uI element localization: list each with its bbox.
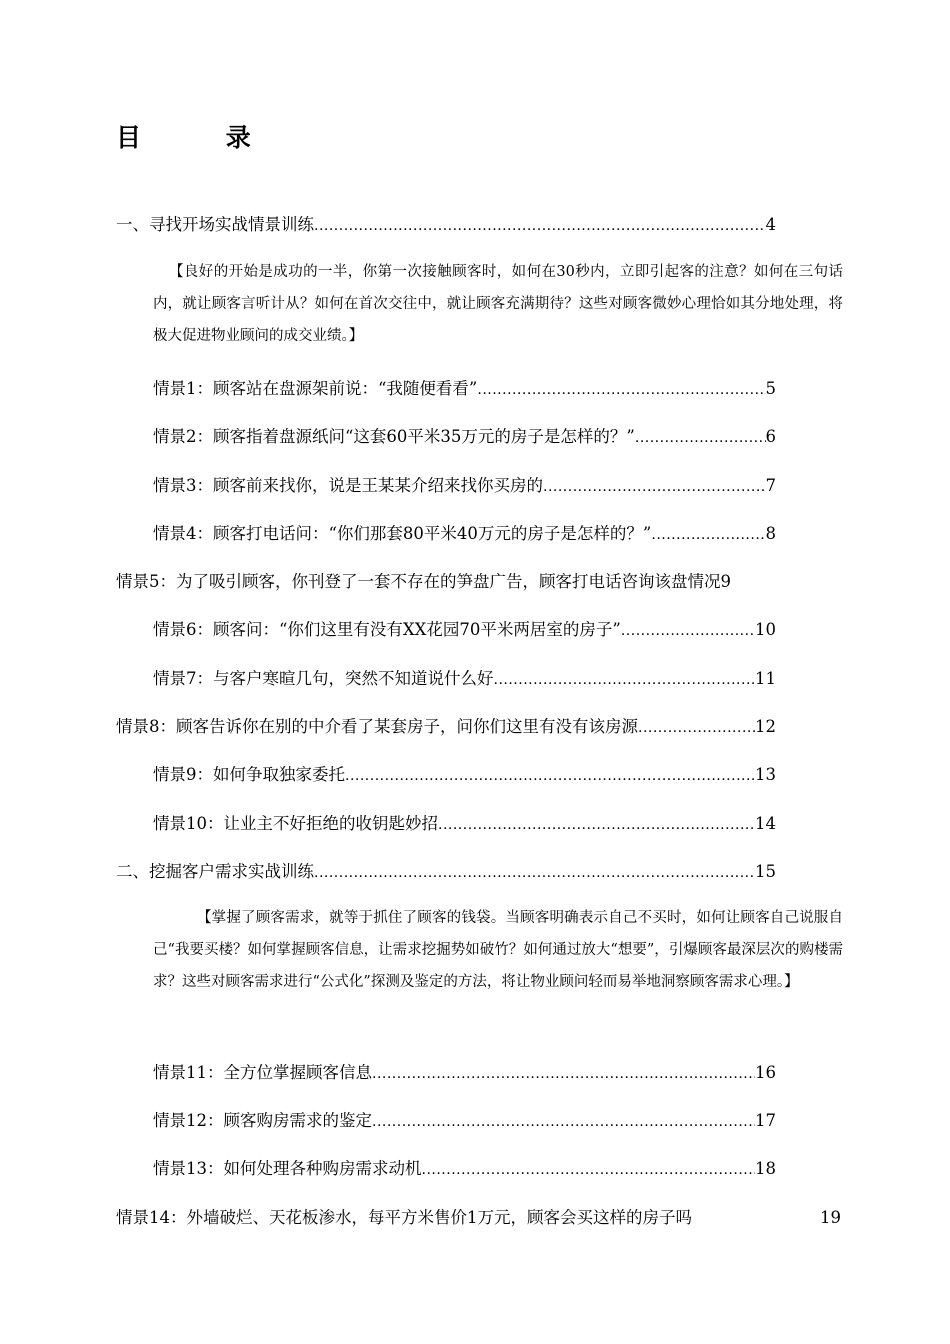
toc-entry-page: 6 <box>765 427 776 446</box>
toc-entry-scene-10[interactable] <box>153 812 776 836</box>
toc-entry-text: 情景2：顾客指着盘源纸问“这套60平米35万元的房子是怎样的？” <box>153 427 635 446</box>
toc-leader-dots <box>372 1062 755 1085</box>
toc-entry-page: 12 <box>755 717 776 736</box>
toc-entry-page: 19 <box>820 1208 841 1227</box>
toc-entry-scene-3[interactable] <box>153 474 776 498</box>
toc-leader-dots <box>372 1110 755 1133</box>
toc-entry-text: 一、寻找开场实战情景训练 <box>116 215 314 234</box>
toc-entry-scene-12[interactable] <box>153 1109 776 1133</box>
toc-entry-text: 情景8：顾客告诉你在别的中介看了某套房子，问你们这里有没有该房源 <box>116 717 638 736</box>
toc-entry-scene-9[interactable] <box>153 763 776 787</box>
toc-leader-dots <box>314 214 766 237</box>
toc-entry-page: 18 <box>755 1159 776 1178</box>
toc-entry-scene-11[interactable] <box>153 1061 776 1085</box>
toc-leader-dots <box>494 668 756 691</box>
toc-leader-dots <box>635 426 766 449</box>
toc-entry-page: 11 <box>755 669 776 688</box>
toc-entry-text: 情景13：如何处理各种购房需求动机 <box>153 1159 422 1178</box>
toc-leader-dots <box>477 378 765 401</box>
toc-leader-dots <box>638 716 755 739</box>
toc-entry-text: 情景12：顾客购房需求的鉴定 <box>153 1111 372 1130</box>
toc-entry-text: 情景10：让业主不好拒绝的收钥匙妙招 <box>153 814 438 833</box>
toc-leader-dots <box>651 523 765 546</box>
toc-leader-dots <box>422 1158 756 1181</box>
toc-entry-text: 情景11：全方位掌握顾客信息 <box>153 1063 372 1082</box>
toc-entry-text: 情景3：顾客前来找你，说是王某某介绍来找你买房的 <box>153 476 543 495</box>
toc-entry-page: 7 <box>765 476 776 495</box>
toc-entry-text: 情景4：顾客打电话问：“你们那套80平米40万元的房子是怎样的？” <box>153 524 652 543</box>
toc-entry-scene-14[interactable] <box>116 1206 841 1230</box>
toc-entry-text: 情景6：顾客问：“你们这里有没有XX花园70平米两居室的房子” <box>153 620 621 639</box>
toc-entry-page: 9 <box>720 572 731 591</box>
toc-entry-section-2[interactable] <box>116 860 776 884</box>
toc-entry-text: 情景5：为了吸引顾客，你刊登了一套不存在的笋盘广告，顾客打电话咨询该盘情况 <box>116 572 721 591</box>
toc-entry-scene-8[interactable] <box>116 715 776 739</box>
toc-entry-page: 14 <box>755 814 776 833</box>
toc-entry-text: 情景14：外墙破烂、天花板渗水，每平方米售价1万元，顾客会买这样的房子吗 <box>116 1208 692 1227</box>
toc-entry-text: 二、挖掘客户需求实战训练 <box>116 862 314 881</box>
toc-entry-page: 15 <box>755 862 776 881</box>
toc-entry-text: 情景7：与客户寒暄几句，突然不知道说什么好 <box>153 669 494 688</box>
toc-entry-scene-6[interactable] <box>153 618 776 642</box>
toc-entry-section-1[interactable] <box>116 213 776 237</box>
toc-entry-text: 情景1：顾客站在盘源架前说：“我随便看看” <box>153 379 478 398</box>
toc-entry-scene-4[interactable] <box>153 522 776 546</box>
toc-entry-scene-1[interactable] <box>153 377 776 401</box>
toc-entry-page: 16 <box>755 1063 776 1082</box>
toc-entry-page: 13 <box>755 765 776 784</box>
toc-entry-scene-2[interactable] <box>153 425 776 449</box>
section-1-description: 【良好的开始是成功的一半，你第一次接触顾客时，如何在30秒内，立即引起客的注意？如何在三句话内，就让顾客言听计从？如何在首次交往中，就让顾客充满期待？这些对顾客微妙心理恰如其分地处理，将极大促进物业顾问的成交业绩。】 <box>153 264 843 344</box>
toc-leader-dots <box>314 861 755 884</box>
toc-leader-dots <box>543 475 766 498</box>
toc-entry-scene-5[interactable] <box>116 570 828 594</box>
toc-entry-page: 17 <box>755 1111 776 1130</box>
toc-entry-page: 10 <box>755 620 776 639</box>
toc-entry-page: 8 <box>765 524 776 543</box>
toc-leader-dots <box>438 813 755 836</box>
toc-leader-dots <box>345 764 755 787</box>
toc-entry-page: 4 <box>765 215 776 234</box>
toc-entry-page: 5 <box>765 379 776 398</box>
toc-entry-scene-13[interactable] <box>153 1157 776 1181</box>
toc-entry-scene-7[interactable] <box>153 667 776 691</box>
page-title: 目 录 <box>116 123 289 152</box>
toc-entry-text: 情景9：如何争取独家委托 <box>153 765 345 784</box>
toc-leader-dots <box>621 619 755 642</box>
section-2-description: 【掌握了顾客需求，就等于抓住了顾客的钱袋。当顾客明确表示自己不买时，如何让顾客自己说服自己“我要买楼？如何掌握顾客信息，让需求挖掘势如破竹？如何通过放大“想要”，引爆顾客最深层次的购楼需求？这些对顾客需求进行“公式化”探测及鉴定的方法，将让物业顾问轻而易举地洞察顾客需求心理。】 <box>153 910 843 990</box>
